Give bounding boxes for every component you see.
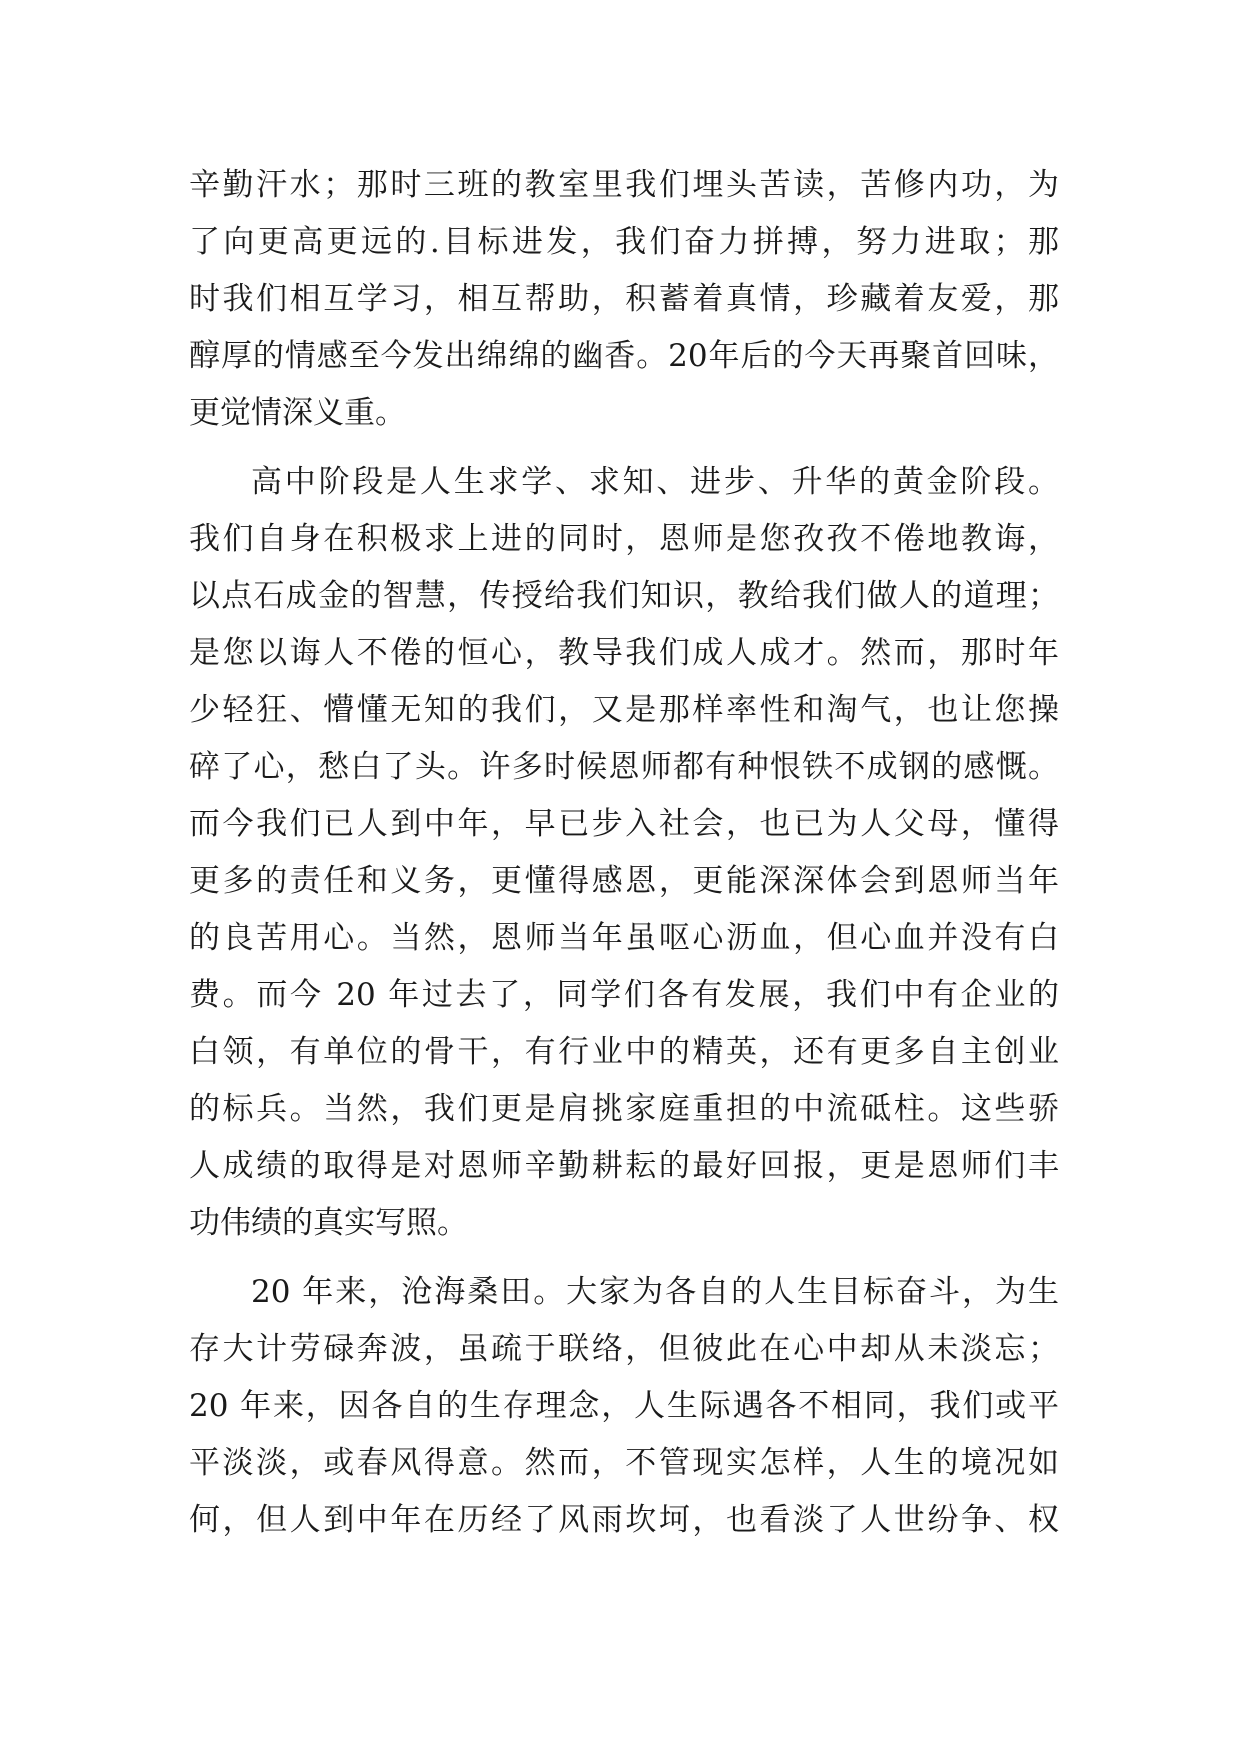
text-line: 是您以诲人不倦的恒心，教导我们成人成才。然而，那时年 [189, 635, 1059, 671]
text-line: 平淡淡，或春风得意。然而，不管现实怎样，人生的境况如 [189, 1445, 1059, 1481]
text-line: 的标兵。当然，我们更是肩挑家庭重担的中流砥柱。这些骄 [189, 1091, 1059, 1127]
text-line: 高中阶段是人生求学、求知、进步、升华的黄金阶段。 [251, 464, 1059, 500]
text-line: 时我们相互学习，相互帮助，积蓄着真情，珍藏着友爱，那 [189, 281, 1059, 317]
text-line: 我们自身在积极求上进的同时，恩师是您孜孜不倦地教诲， [189, 521, 1059, 557]
text-line: 碎了心，愁白了头。许多时候恩师都有种恨铁不成钢的感慨。 [189, 749, 1059, 785]
text-line: 更多的责任和义务，更懂得感恩，更能深深体会到恩师当年 [189, 863, 1059, 899]
text-line: 以点石成金的智慧，传授给我们知识，教给我们做人的道理； [189, 578, 1059, 614]
text-line: 少轻狂、懵懂无知的我们，又是那样率性和淘气，也让您操 [189, 692, 1059, 728]
text-line: 人成绩的取得是对恩师辛勤耕耘的最好回报，更是恩师们丰 [189, 1148, 1059, 1184]
text-line: 存大计劳碌奔波，虽疏于联络，但彼此在心中却从未淡忘； [189, 1331, 1059, 1367]
text-line: 何，但人到中年在历经了风雨坎坷，也看淡了人世纷争、权 [189, 1502, 1059, 1538]
text-line: 而今我们已人到中年，早已步入社会，也已为人父母，懂得 [189, 806, 1059, 842]
document-body [189, 157, 1059, 1549]
text-line: 了向更高更远的.目标进发，我们奋力拼搏，努力进取；那 [189, 224, 1059, 260]
text-line: 醇厚的情感至今发出绵绵的幽香。20年后的今天再聚首回味， [189, 338, 1059, 374]
text-line: 白领，有单位的骨干，有行业中的精英，还有更多自主创业 [189, 1034, 1059, 1070]
text-line: 20 年来，因各自的生存理念，人生际遇各不相同，我们或平 [189, 1388, 1059, 1424]
text-line: 功伟绩的真实写照。 [189, 1205, 468, 1241]
paragraph-3 [189, 1264, 1059, 1549]
text-line: 辛勤汗水；那时三班的教室里我们埋头苦读，苦修内功，为 [189, 167, 1059, 203]
paragraph-2 [189, 454, 1059, 1252]
text-line: 费。而今 20 年过去了，同学们各有发展，我们中有企业的 [189, 977, 1059, 1013]
paragraph-gap [189, 1252, 1059, 1264]
paragraph-1 [189, 157, 1059, 442]
text-line: 的良苦用心。当然，恩师当年虽呕心沥血，但心血并没有白 [189, 920, 1059, 956]
text-line: 20 年来，沧海桑田。大家为各自的人生目标奋斗，为生 [251, 1274, 1059, 1310]
paragraph-gap [189, 442, 1059, 454]
text-line: 更觉情深义重。 [189, 395, 406, 431]
